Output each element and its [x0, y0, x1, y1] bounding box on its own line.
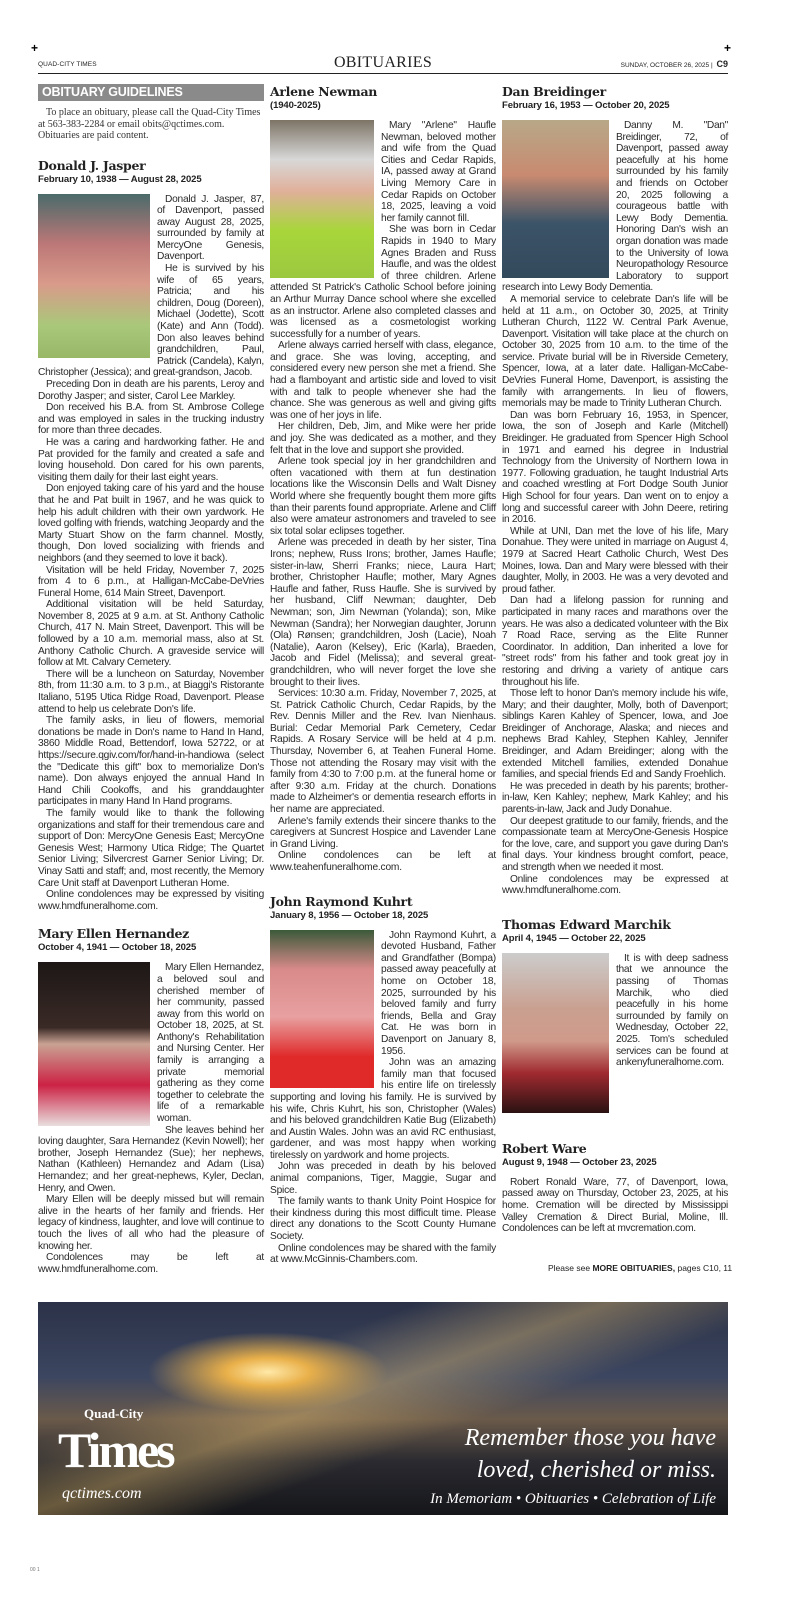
obituary-paragraph: Arlene was preceded in death by her sister, Tina Irons; nephew, Russ Irons; brother, James Haufle; sister-in-law, Sherri Franks; niece, Laura Hart; brother, Christopher Haufle; mother, Mary Agnes Haufle and father, Russ Haufle. She is survived by her husband, Cliff Newman; daughter, Deb Newman; son, Jim Newman (Yolanda); son, Mike Newman (Sandra); her Norwegian daughter, Jorunn (Ola) Rønsen; grandchildren, Josh (Lacie), Noah (Natalie), Aaron (Kelsey), Eric (Karla), Braeden, Jacob and Fidel (Melissa); and several great-grandchildren, who will never forget the love she brought to their lives. — [270, 537, 496, 688]
obituary-paragraph: He was preceded in death by his parents; brother-in-law, Ken Kahley; nephew, Mark Kahley; and his parents-in-law, Jack and Judy Donahue. — [502, 780, 728, 816]
obituary-dates: February 16, 1953 — October 20, 2025 — [502, 100, 670, 111]
photo-dan-breidinger — [502, 120, 609, 278]
page-number: C9 — [716, 59, 728, 69]
obituary-thomas-marchik — [502, 917, 728, 1115]
obituary-paragraph: A memorial service to celebrate Dan's life will be held at 11 a.m., on October 30, 2025, at Trinity Lutheran Church, 1122 W. Central Park Avenue, Davenport. Visitation will take place at the church on October 30, 2025 from 10 a.m. to the time of the service. Private burial will be in Riverside Cemetery, Spencer, Iowa, at a later date. Halligan-McCabe-DeVries Funeral Home, Davenport, is assisting the family with arrangements. In lieu of flowers, memorials may be made to Trinity Lutheran Church. — [502, 293, 728, 410]
obituary-paragraph: Services: 10:30 a.m. Friday, November 7, 2025, at St. Patrick Catholic Church, Cedar Rapids, by the Rev. Dennis Miller and the Rev. Ivan Nienhaus. Burial: Cedar Memorial Park Cemetery, Cedar Rapids. A Rosary Service will be held at 4 p.m. Thursday, November 6, at Teahen Funeral Home. Those not attending the Rosary may visit with the family from 4:30 to 7:00 p.m. at the funeral home or after 9:30 a.m. Friday at the church. Donations made to Alzheimer's or dementia research efforts in her name are appreciated. — [270, 688, 496, 816]
column-1 — [38, 84, 264, 1275]
obituary-paragraph: He is survived by his wife of 65 years, Patricia; and his children, Doug (Doreen), Michael (Jodette), Scott (Kate) and Ann (Todd). Don also leaves behind grandchildren, Paul, Patrick (Candela), Kalyn, Christopher (Jessica); and great-grandson, Jacob. — [38, 263, 264, 379]
photo-arlene-newman — [270, 120, 374, 278]
obituary-name: Thomas Edward Marchik — [502, 916, 671, 932]
obituary-paragraph: Mary Ellen will be deeply missed but will remain alive in the hearts of her family and friends. Her legacy of kindness, laughter, and love will continue to touch the lives of all who had the pleasure of knowing her. — [38, 1194, 264, 1252]
memorial-ad-banner[interactable] — [38, 1302, 728, 1515]
obituary-paragraph: Mary "Arlene" Haufle Newman, beloved mother and wife from the Quad Cities and Cedar Rapids, IA, passed away at Grand Living Memory Care in Cedar Rapids on October 18, 2025, leaving a void her family cannot fill. — [381, 120, 496, 224]
obituary-paragraph: John Raymond Kuhrt, a devoted Husband, Father and Grandfather (Bompa) passed away peacefully at home on October 18, 2025, surrounded by his beloved family and furry friends, Bella and Gray Cat. He was born in Davenport on January 8, 1956. — [381, 929, 496, 1057]
tagline-line-1: Remember those you have — [464, 1425, 716, 1451]
guidelines-heading: OBITUARY GUIDELINES — [38, 84, 264, 101]
obituary-paragraph: Donald J. Jasper, 87, of Davenport, passed away August 28, 2025, surrounded by family at MercyOne Genesis, Davenport. — [157, 193, 264, 263]
obituary-dates: January 8, 1956 — October 18, 2025 — [270, 909, 429, 921]
obituary-paragraph: John was preceded in death by his beloved animal companions, Tiger, Maggie, Sugar and Spice. — [270, 1161, 496, 1196]
site-url[interactable]: qctimes.com — [62, 1485, 142, 1502]
obituary-paragraph: Arlene always carried herself with class, elegance, and grace. She was loving, accepting, and considered every new person she met a friend. She had a flamboyant and artistic side and loved to visit with and talk to people whenever she had the chance. She was generous as well and giving gifts was one of her joys in life. — [270, 340, 496, 421]
obituary-paragraph: She leaves behind her loving daughter, Sara Hernandez (Kevin Nowell); her brother, Joseph Hernandez (Sue); her nephews, Nathan (Kathleen) Hernandez and Adam (Lisa) Hernandez; and her great-nephews, Kyler, Declan, Henry, and Owen. — [38, 1124, 264, 1194]
tagline-line-2: loved, cherished or miss. — [476, 1457, 716, 1483]
obituary-paragraph: She was born in Cedar Rapids in 1940 to Mary Agnes Braden and Russ Haufle, and was the oldest of three children. Arlene attended St Patrick's Catholic School before joining an Arthur Murray Dance school where she excelled as an instructor. Arlene also completed classes and was licensed as a cosmetologist working successfully for a number of years. — [270, 224, 496, 340]
obituary-paragraph: Arlene's family extends their sincere thanks to the caregivers at Suncrest Hospice and Lavender Lane in Grand Living. — [270, 815, 496, 850]
obituary-dan-breidinger — [502, 84, 728, 897]
obituary-paragraph: Arlene took special joy in her grandchildren and often vacationed with them at fun destination locations like the Wisconsin Dells and Walt Disney World where she frequently bought them more gifts than their parents found appropriate. Arlene and Cliff also were amateur astronomers and traveled to see six total solar eclipses together. — [270, 456, 496, 537]
obituary-donald-jasper — [38, 158, 264, 913]
photo-mary-ellen-hernandez — [38, 962, 150, 1126]
obituary-paragraph: John was an amazing family man that focused his entire life on tirelessly supporting and loving his family. He is survived by his wife, Chris Kuhrt, his son, Christopher (Wales) and his beloved grandchildren Katie Bug (Elizabeth) and Austin Wales. John was an avid RC enthusiast, gardener, and was most happy when working tirelessly on yardwork and home projects. — [270, 1057, 496, 1161]
crop-mark: + — [31, 41, 39, 55]
obituary-paragraph: Robert Ronald Ware, 77, of Davenport, Iowa, passed away on Thursday, October 23, 2025, at his home. Cremation will be directed by Mississippi Valley Cremation & Direct Burial, Moline, Ill. Condolences can be left at mvcremation.com. — [502, 1176, 728, 1235]
obituary-paragraph: It is with deep sadness that we announce the passing of Thomas Marchik, who died peacefully in his home surrounded by family on Wednesday, October 22, 2025. Tom's scheduled services can be found at ankenyfuneralhome.com. — [616, 952, 728, 1069]
obituary-robert-ware — [502, 1141, 728, 1235]
obituary-paragraph: There will be a luncheon on Saturday, November 8th, from 11:30 a.m. to 3 p.m., at Biaggi's Ristorante Italiano, 5195 Utica Ridge Road, Davenport. Please attend to help us celebrate Don's life. — [38, 668, 264, 715]
obituary-paragraph: Dan was born February 16, 1953, in Spencer, Iowa, the son of Joseph and Karle (Mitchell) Breidinger. He graduated from Spencer High School in 1971 and earned his degree in Industrial Technology from the University of Northern Iowa in 1977. Following graduation, he taught Industrial Arts and coached wrestling at Fort Dodge South Junior High School for four years. Dan went on to enjoy a long and successful career with John Deere, retiring in 2016. — [502, 409, 728, 526]
more-obituaries-note[interactable]: Please see MORE OBITUARIES, pages C10, 11 — [548, 1263, 733, 1273]
guidelines-text: To place an obituary, please call the Quad-City Times at 563-383-2284 or email obits@qctimes.com. Obituaries are paid content. — [38, 107, 261, 141]
obituary-paragraph: Don received his B.A. from St. Ambrose College and was employed in sales in the trucking industry for more than three decades. — [38, 402, 264, 437]
footer-code: 00 1 — [30, 1567, 40, 1573]
obituary-paragraph: Condolences may be left at www.hmdfuneralhome.com. — [38, 1252, 264, 1275]
obituary-dates: August 9, 1948 — October 23, 2025 — [502, 1156, 657, 1168]
logo-times: Times — [58, 1422, 173, 1478]
obituary-paragraph: The family would like to thank the following organizations and staff for their tremendous care and support of Don: MercyOne Genesis East; MercyOne Genesis West; Harmony Utica Ridge; The Quartet Senior Living; Silvercrest Garner Senior Living; Dr. Vinay Satti and staff; and, most recently, the Memory Care Unit staff at Davenport Lutheran Home. — [38, 807, 264, 889]
obituary-paragraph: The family asks, in lieu of flowers, memorial donations be made in Don's name to Hand In Hand, 3860 Middle Road, Bettendorf, Iowa 52722, or at https://secure.qgiv.com/for/hand-in-handiowa (select the "Dedicate this gift" box to memorialize Don's name). Don always enjoyed the annual Hand In Hand Chili Cookoffs, and his granddaughter participates in many Hand In Hand programs. — [38, 715, 264, 808]
obituary-name: Robert Ware — [502, 1140, 587, 1156]
photo-donald-jasper — [38, 194, 150, 358]
paper-name: QUAD-CITY TIMES — [38, 61, 97, 68]
obituary-dates: (1940-2025) — [270, 100, 321, 111]
obituary-paragraph: Preceding Don in death are his parents, Leroy and Dorothy Jasper; and sister, Carol Lee Markley. — [38, 379, 264, 402]
obituary-john-kuhrt — [270, 894, 496, 1266]
photo-thomas-marchik — [502, 953, 609, 1113]
issue-date: SUNDAY, OCTOBER 26, 2025 | C9 — [620, 59, 728, 69]
obituary-name: Mary Ellen Hernandez — [38, 926, 189, 942]
section-title: OBITUARIES — [333, 54, 433, 71]
obituary-paragraph: Visitation will be held Friday, November 7, 2025 from 4 to 6 p.m., at Halligan-McCabe-DeVries Funeral Home, 614 Main Street, Davenport. — [38, 564, 264, 599]
obituary-paragraph: Her children, Deb, Jim, and Mike were her pride and joy. She was dedicated as a mother, and they felt that in the love and support she provided. — [270, 421, 496, 456]
banner-subline: In Memoriam • Obituaries • Celebration of Life — [430, 1491, 716, 1507]
obituary-name: Arlene Newman — [270, 84, 378, 99]
obituary-paragraph: Online condolences may be expressed at www.hmdfuneralhome.com. — [502, 873, 728, 897]
obituary-paragraph: Online condolences can be left at www.teahenfuneralhome.com. — [270, 850, 496, 873]
obituary-name: Donald J. Jasper — [38, 157, 146, 173]
obituary-dates: February 10, 1938 — August 28, 2025 — [38, 173, 202, 185]
photo-john-kuhrt — [270, 930, 374, 1088]
obituary-dates: October 4, 1941 — October 18, 2025 — [38, 942, 197, 954]
obituary-paragraph: Online condolences may be shared with the family at www.McGinnis-Chambers.com. — [270, 1242, 496, 1266]
obituary-paragraph: Don enjoyed taking care of his yard and the house that he and Pat built in 1967, and he was quick to help his adult children with their own yardwork. He loved golfing with friends, watching Jeopardy and the Marty Stuart Show on the farm channel. Mostly, though, Don loved socializing with friends and neighbors (and they seemed to love it back). — [38, 483, 264, 564]
obituary-mary-ellen-hernandez — [38, 926, 264, 1275]
column-2 — [270, 84, 496, 1266]
crop-mark: + — [724, 41, 732, 55]
obituary-paragraph: Online condolences may be expressed by visiting www.hmdfuneralhome.com. — [38, 889, 264, 912]
obituary-paragraph: Dan had a lifelong passion for running and participated in many races and marathons over the years. He was also a dedicated volunteer with the Bix 7 Road Race, serving as the Elite Runner Coordinator. In addition, Dan inherited a love for "street rods" from his father and took great joy in restoring and driving a variety of antique cars throughout his life. — [502, 595, 728, 688]
obituary-paragraph: Danny M. "Dan" Breidinger, 72, of Davenport, passed away peacefully at his home surrounded by his family and friends on October 20, 2025 following a courageous battle with Lewy Body Dementia. Honoring Dan's wish an organ donation was made to the University of Iowa Neuropathology Resource Laboratory to support research into Lewy Body Dementia. — [502, 120, 728, 294]
column-3 — [502, 84, 728, 1235]
obituary-paragraph: The family wants to thank Unity Point Hospice for their kindness during this most difficult time. Please direct any donations to the Scott County Humane Society. — [270, 1196, 496, 1243]
obituary-name: Dan Breidinger — [502, 84, 606, 99]
obituary-paragraph: Those left to honor Dan's memory include his wife, Mary; and their daughter, Molly, both of Davenport; siblings Karen Kahley of Spencer, Iowa, and Joe Breidinger of Anchorage, Alaska; and nieces and nephews Brad Kahley, Stephen Kahley, Jennifer Breidinger, and Adam Breidinger; along with the extended Mitchell families, extended Donahue families, and special friends Ed and Sandy Froehlich. — [502, 688, 728, 781]
logo-quad-city: Quad-City — [84, 1406, 144, 1421]
obituary-paragraph: Mary Ellen Hernandez, a beloved soul and cherished member of her community, passed away from this world on October 18, 2025, at St. Anthony's Rehabilitation and Nursing Center. Her family is arranging a private memorial gathering as they come together to celebrate the life of a remarkable woman. — [157, 962, 264, 1125]
obituary-paragraph: While at UNI, Dan met the love of his life, Mary Donahue. They were united in marriage on August 4, 1979 at Sacred Heart Catholic Church, West Des Moines, Iowa. Dan and Mary were blessed with their daughter, Molly, in 2003. He was a very devoted and proud father. — [502, 525, 728, 595]
obituary-name: John Raymond Kuhrt — [270, 893, 413, 909]
obituary-arlene-newman — [270, 84, 496, 874]
obituary-paragraph: Additional visitation will be held Saturday, November 8, 2025 at 9 a.m. at St. Anthony Catholic Church, 417 N. Main Street, Davenport. This will be followed by a 10 a.m. memorial mass, also at St. Anthony Catholic Church. A graveside service will follow at Mt. Calvary Cemetery. — [38, 599, 264, 669]
obituary-paragraph: He was a caring and hardworking father. He and Pat provided for the family and created a safe and loving household. Don cared for his own parents, visiting them daily for their last eight years. — [38, 436, 264, 483]
masthead — [38, 54, 728, 74]
obituary-dates: April 4, 1945 — October 22, 2025 — [502, 932, 646, 944]
obituary-paragraph: Our deepest gratitude to our family, friends, and the compassionate team at MercyOne-Genesis Hospice for the love, care, and support you gave during Dan's final days. Your kindness brought comfort, peace, and strength when we needed it most. — [502, 815, 728, 873]
